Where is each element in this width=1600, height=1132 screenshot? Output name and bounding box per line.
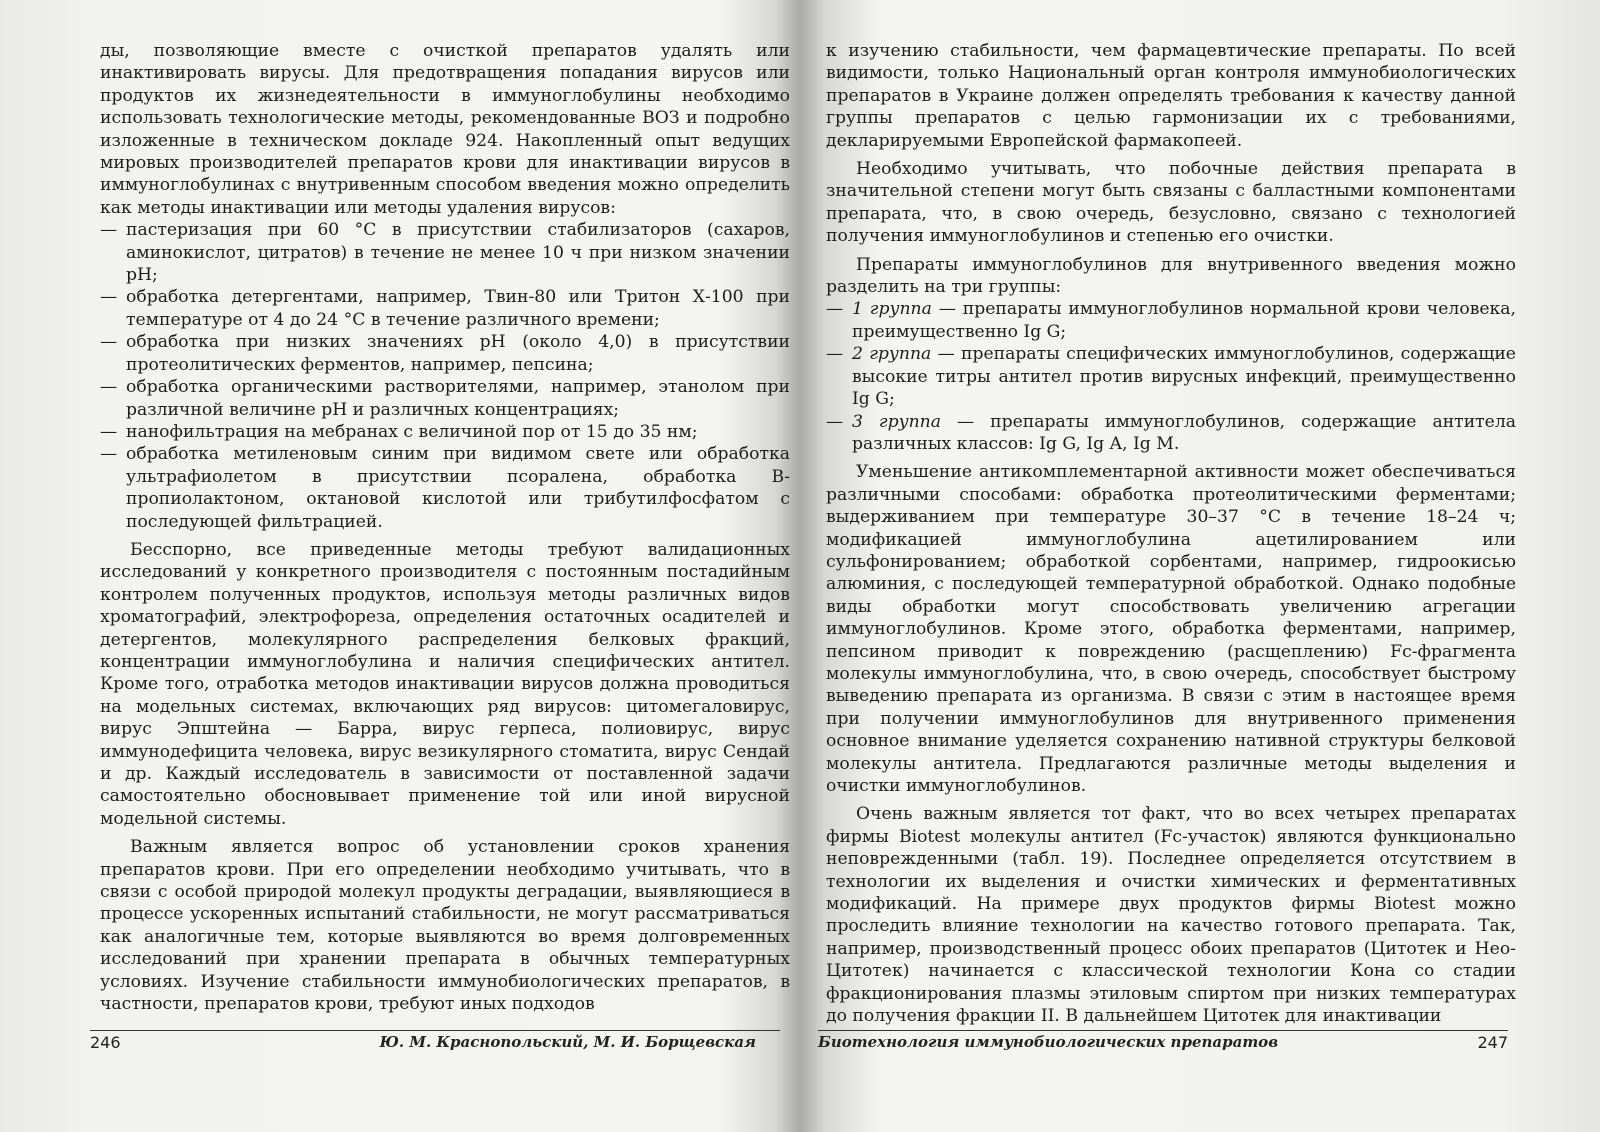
right-page [826, 40, 1516, 1030]
right-paragraph-4: Уменьшение антикомплементарной активности может обеспечиваться различными способами: обработка протеолитическими ферментами; выдерживанием при температуре 30–37 °С в течение 18–24 ч; модификацией иммуноглобулина ацетилированием или сульфонированием; обработкой сорбентами, например, гидроокисью алюминия, с последующей температурной обработкой. Однако подобные виды обработки могут способствовать увеличению агрегации иммуноглобулинов. Кроме этого, обработка ферментами, например, пепсином приводит к повреждению (расщеплению) Fc-фрагмента молекулы иммуноглобулина, что, в свою очередь, способствует быстрому выведению препарата из организма. В связи с этим в настоящее время при получении иммуноглобулинов для внутривенного применения основное внимание уделяется сохранению нативной структуры белковой молекулы антитела. Предлагаются различные методы выделения и очистки иммуноглобулинов. [826, 462, 1516, 796]
page-number: 247 [1477, 1033, 1508, 1052]
left-paragraph-2: Бесспорно, все приведенные методы требуют валидационных исследований у конкретного производителя с постоянным постадийным контролем полученных продуктов, используя методы различных видов хроматографий, электрофореза, определения остаточных осадителей и детергентов, молекулярного распределения белковых фракций, концентрации иммуноглобулина и наличия специфических антител. Кроме того, отработка методов инактивации вирусов должна проводиться на модельных системах, включающих ряд вирусов: цитомегаловирус, вирус Эпштейна — Барра, вирус герпеса, полиовирус, вирус иммунодефицита человека, вирус везикулярного стоматита, вирус Сендай и др. Каждый исследователь в зависимости от поставленной задачи самостоятельно обосновывает применение той или иной вирусной модельной системы. [100, 539, 790, 829]
left-paragraph-3: Важным является вопрос об установлении сроков хранения препаратов крови. При его определении необходимо учитывать, что в связи с особой природой молекул продукты деградации, выявляющиеся в процессе ускоренных испытаний стабильности, не могут рассматриваться как аналогичные тем, которые выявляются во время долговременных исследований при хранении препарата в обычных температурных условиях. Изучение стабильности иммунобиологических препаратов, в частности, препаратов крови, требуют иных подходов [100, 837, 790, 1015]
group-name: 2 группа [852, 344, 932, 365]
right-paragraph-1: к изучению стабильности, чем фармацевтические препараты. По всей видимости, только Национальный орган контроля иммунобиологических препаратов в Украине должен определять требования к качеству данной группы препаратов с целью гармонизации их с требованиями, декларируемыми Европейской фармакопеей. [826, 41, 1516, 151]
dash-bullet-icon: — [100, 444, 118, 465]
dash-bullet-icon: — [826, 411, 844, 432]
right-footer [818, 1030, 1508, 1057]
immunoglobulin-groups-list [826, 298, 1516, 455]
left-page [100, 40, 790, 1030]
right-paragraph-3: Препараты иммуноглобулинов для внутривенного введения можно разделить на три группы: [826, 254, 1516, 298]
page-number: 246 [90, 1033, 121, 1052]
list-item: — 2 группа — препараты специфических иммуноглобулинов, содержащие высокие титры антител против вирусных инфекций, преимущественно Ig G; [826, 344, 1516, 410]
list-item: — пастеризация при 60 °С в присутствии стабилизаторов (сахаров, аминокислот, цитратов) в течение не менее 10 ч при низком значении рН; [100, 220, 790, 286]
list-item: — обработка при низких значениях рН (около 4,0) в присутствии протеолитических ферментов, например, пепсина; [100, 332, 790, 375]
dash-bullet-icon: — [826, 299, 844, 320]
left-footer [90, 1030, 780, 1057]
running-head-authors: Ю. М. Краснопольский, М. И. Борщевская [379, 1033, 756, 1051]
left-paragraph-1: ды, позволяющие вместе с очисткой препаратов удалять или инактивировать вирусы. Для предотвращения попадания вирусов или продуктов их жизнедеятельности в иммуноглобулины необходимо использовать технологические методы, рекомендованные ВОЗ и подробно изложенные в техническом докладе 924. Накопленный опыт ведущих мировых производителей препаратов крови для инактивации вирусов в иммуноглобулинах с внутривенным способом введения можно определить как методы инактивации или методы удаления вирусов: [100, 41, 790, 218]
dash-bullet-icon: — [100, 332, 118, 353]
right-paragraph-5: Очень важным является тот факт, что во всех четырех препаратах фирмы Biotest молекулы антител (Fc-участок) являются функционально неповрежденными (табл. 19). Последнее определяется отсутствием в технологии их выделения и очистки химических и ферментативных модификаций. На примере двух продуктов фирмы Biotest можно проследить влияние технологии на качество готового препарата. Так, например, производственный процесс обоих препаратов (Цитотек и Нео-Цитотек) начинается с классической технологии Кона со стадии фракционирования плазмы этиловым спиртом при низких температурах до получения фракции II. В дальнейшем Цитотек для инактивации [826, 804, 1516, 1027]
dash-bullet-icon: — [826, 344, 844, 365]
group-name: 3 группа [852, 411, 941, 432]
list-item: — 1 группа — препараты иммуноглобулинов нормальной крови человека, преимущественно Ig G; [826, 299, 1516, 342]
group-name: 1 группа [852, 299, 932, 320]
dash-bullet-icon: — [100, 377, 118, 398]
list-item: — обработка детергентами, например, Твин-80 или Тритон Х-100 при температуре от 4 до 24 °С в течение различного времени; [100, 287, 790, 330]
dash-bullet-icon: — [100, 287, 118, 308]
dash-bullet-icon: — [100, 220, 118, 241]
list-item: — 3 группа — препараты иммуноглобулинов, содержащие антитела различных классов: Ig G, Ig A, Ig M. [826, 411, 1516, 454]
list-item: — обработка органическими растворителями, например, этанолом при различной величине рН и различных концентрациях; [100, 377, 790, 420]
right-paragraph-2: Необходимо учитывать, что побочные действия препарата в значительной степени могут быть связаны с балластными компонентами препарата, что, в свою очередь, безусловно, связано с технологией получения иммуноглобулинов и степенью его очистки. [826, 159, 1516, 247]
inactivation-methods-list [100, 219, 790, 533]
list-item: — обработка метиленовым синим при видимом свете или обработка ультрафиолетом в присутствии псоралена, обработка В-пропиолактоном, октановой кислотой или трибутилфосфатом с последующей фильтрацией. [100, 444, 790, 532]
running-head-title: Биотехнология иммунобиологических препаратов [818, 1033, 1279, 1051]
dash-bullet-icon: — [100, 421, 118, 442]
list-item: — нанофильтрация на мебранах с величиной пор от 15 до 35 нм; [100, 421, 698, 442]
